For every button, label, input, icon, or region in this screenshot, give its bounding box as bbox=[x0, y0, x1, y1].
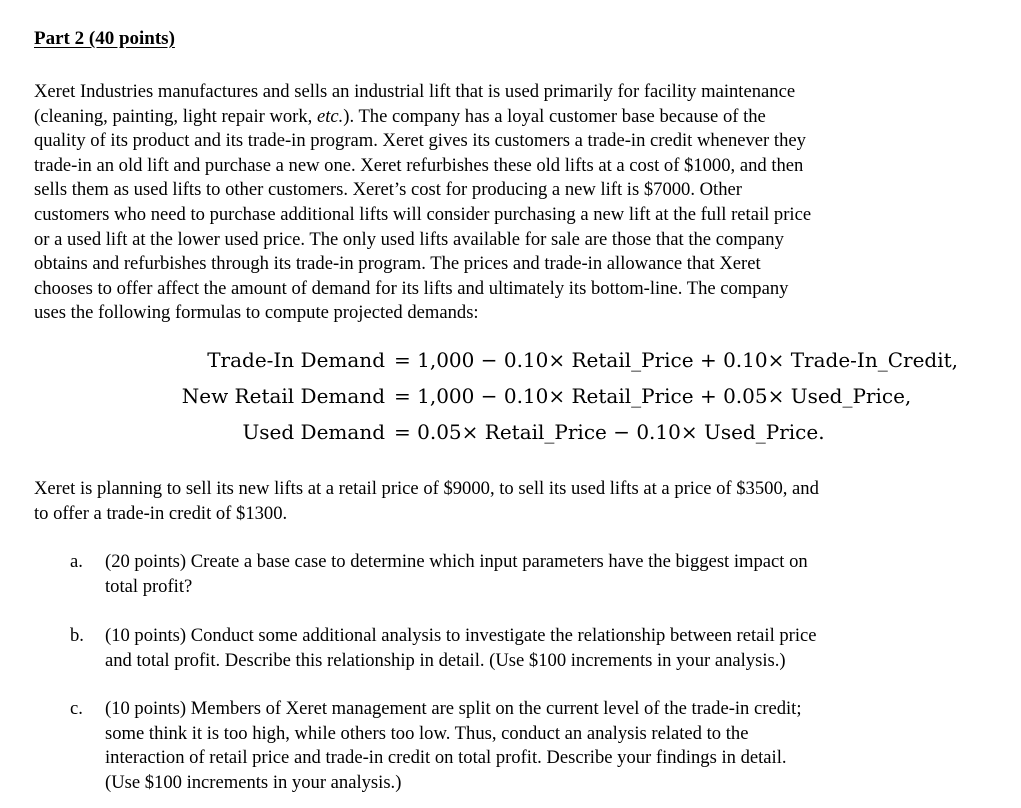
intro-etc-italic: etc. bbox=[316, 105, 344, 127]
question-line: (10 points) Conduct some additional analysis to investigate the relationship between retail price bbox=[105, 625, 817, 646]
intro-line: Xeret Industries manufactures and sells an industrial lift that is used primarily for facility maintenance bbox=[34, 81, 796, 102]
section-heading: Part 2 (40 points) bbox=[34, 28, 175, 49]
intro-line: customers who need to purchase additional lifts will consider purchasing a new lift at the full retail price bbox=[34, 203, 812, 225]
formula-used-demand bbox=[0, 420, 1021, 450]
question-line: some think it is too high, while others too low. Thus, conduct an analysis related to the bbox=[105, 722, 749, 744]
intro-paragraph bbox=[34, 80, 934, 326]
intro-line: quality of its product and its trade-in program. Xeret gives its customers a trade-in credit whenever they bbox=[34, 130, 806, 152]
question-marker: b. bbox=[70, 625, 84, 646]
question-body bbox=[105, 550, 945, 599]
question-line: total profit? bbox=[105, 575, 193, 597]
intro-line: or a used lift at the lower used price. The only used lifts available for sale are those that the company bbox=[34, 228, 784, 250]
formula-trade-in-demand bbox=[0, 348, 1021, 378]
intro-line: sells them as used lifts to other customers. Xeret’s cost for producing a new lift is $7000. Other bbox=[34, 179, 742, 201]
question-body bbox=[105, 697, 945, 795]
question-line: (10 points) Members of Xeret management are split on the current level of the trade-in credit; bbox=[105, 698, 802, 719]
question-marker: c. bbox=[70, 698, 83, 719]
intro-line: chooses to offer affect the amount of demand for its lifts and ultimately its bottom-line. The company bbox=[34, 277, 789, 299]
formula-lhs: New Retail Demand bbox=[181, 384, 385, 408]
question-line: and total profit. Describe this relationship in detail. (Use $100 increments in your analysis.) bbox=[105, 649, 786, 671]
formula-lhs: Trade-In Demand bbox=[207, 348, 385, 372]
question-line: interaction of retail price and trade-in credit on total profit. Describe your findings in detail. bbox=[105, 747, 787, 769]
question-body bbox=[105, 624, 945, 673]
intro-line: uses the following formulas to compute projected demands: bbox=[34, 302, 479, 324]
plan-line: Xeret is planning to sell its new lifts at a retail price of $9000, to sell its used lifts at a price of $3500, and bbox=[34, 478, 819, 499]
intro-line-text: (cleaning, painting, light repair work, bbox=[34, 105, 317, 127]
intro-line bbox=[34, 105, 934, 130]
intro-line: obtains and refurbishes through its trade-in program. The prices and trade-in allowance that Xeret bbox=[34, 253, 761, 275]
intro-line: trade-in an old lift and purchase a new one. Xeret refurbishes these old lifts at a cost of $1000, and then bbox=[34, 154, 804, 176]
formula-lhs: Used Demand bbox=[242, 420, 385, 444]
question-line: (20 points) Create a base case to determine which input parameters have the biggest impact on bbox=[105, 551, 808, 572]
formula-rhs: = 1,000 − 0.10× Retail_Price + 0.05× Used_Price, bbox=[394, 384, 912, 408]
question-marker: a. bbox=[70, 551, 83, 572]
pricing-plan-paragraph bbox=[34, 477, 954, 526]
intro-line-tail: ). The company has a loyal customer base because of the bbox=[343, 105, 766, 127]
formula-rhs: = 1,000 − 0.10× Retail_Price + 0.10× Trade-In_Credit, bbox=[394, 348, 959, 372]
plan-line: to offer a trade-in credit of $1300. bbox=[34, 502, 288, 524]
formula-new-retail-demand bbox=[0, 384, 1021, 414]
formula-rhs: = 0.05× Retail_Price − 0.10× Used_Price. bbox=[394, 420, 825, 444]
question-line: (Use $100 increments in your analysis.) bbox=[105, 771, 402, 793]
